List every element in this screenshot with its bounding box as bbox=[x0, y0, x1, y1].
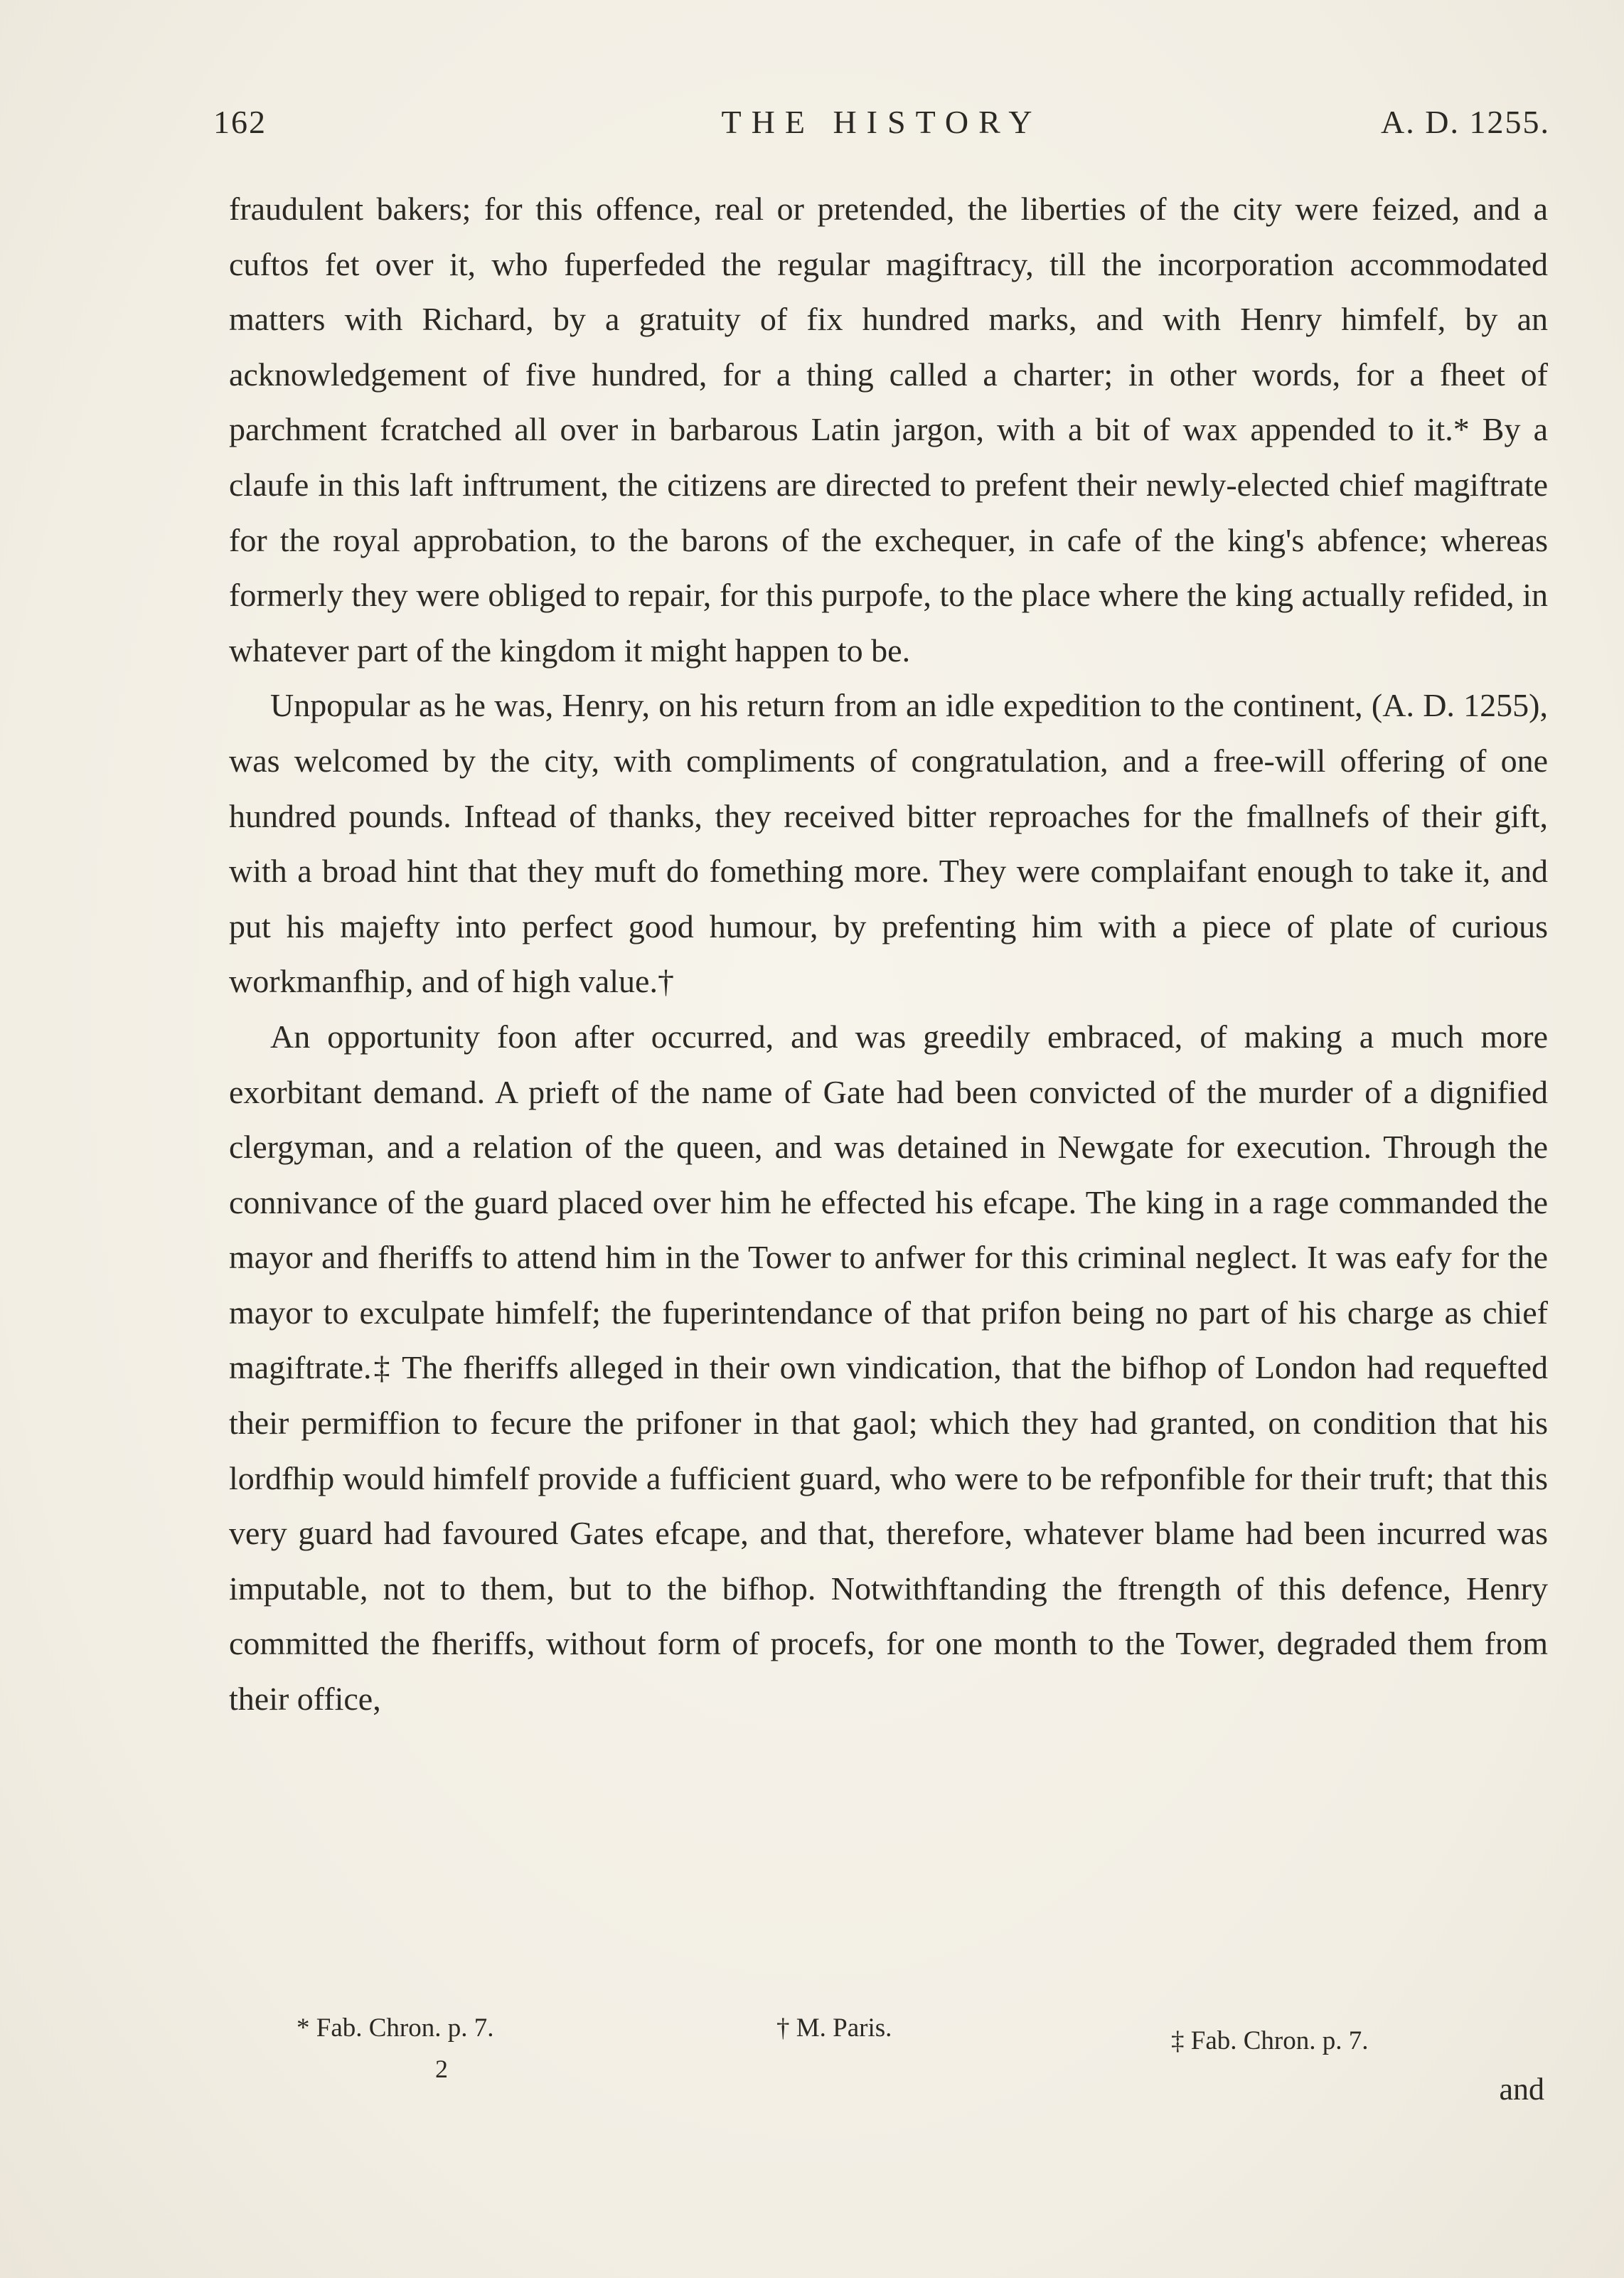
signature-mark: 2 bbox=[435, 2055, 448, 2083]
paragraph-3: An opportunity foon after occurred, and was greedily embraced, of making a much more exorbitant demand. A prieft of the name of Gate had been convicted of the murder of a dignified clergyman, and a relation of the queen, and was detained in Newgate for execution. Through the connivance of the guard placed over him he effected his efcape. The king in a rage commanded the mayor and fheriffs to attend him in the Tower to anfwer for this criminal neglect. It was eafy for the mayor to exculpate himfelf; the fuperintendance of that prifon being no part of his charge as chief magiftrate.‡ The fheriffs alleged in their own vindication, that the bifhop of London had requefted their permiffion to fecure the prifoner in that gaol; which they had granted, on condition that his lordfhip would himfelf provide a fufficient guard, who were to be refponfible for their truft; that this very guard had favoured Gates efcape, and that, therefore, whatever blame had been incurred was imputable, not to them, but to the bifhop. Notwithftanding the ftrength of this defence, Henry committed the fheriffs, without form of procefs, for one month to the Tower, degraded them from their office, bbox=[229, 1018, 1548, 1718]
footnote-3: ‡ Fab. Chron. p. 7. bbox=[1171, 2026, 1369, 2055]
running-header bbox=[213, 103, 1550, 160]
paragraph-1: fraudulent bakers; for this offence, real or pretended, the liberties of the city were feized, and a cuftos fet over it, who fuperfeded the regular magiftracy, till the incorporation accommodated matters with Richard, by a gratuity of fix hundred marks, and with Henry himfelf, by an acknowledgement of five hundred, for a thing called a charter; in other words, for a fheet of parchment fcratched all over in barbarous Latin jargon, with a bit of wax appended to it.* By a claufe in this laft inftrument, the citizens are directed to prefent their newly-elected chief magiftrate for the royal approbation, to the barons of the exchequer, in cafe of the king's abfence; whereas formerly they were obliged to repair, for this purpofe, to the place where the king actually refided, in whatever part of the kingdom it might happen to be. bbox=[229, 191, 1548, 669]
catchword: and bbox=[1499, 2072, 1544, 2107]
body-text bbox=[229, 181, 1548, 1727]
paragraph-2: Unpopular as he was, Henry, on his return from an idle expedition to the continent, (A. D. 1255), was welcomed by the city, with compliments of congratulation, and a free-will offering of one hundred pounds. Inftead of thanks, they received bitter reproaches for the fmallnefs of their gift, with a broad hint that they muft do fomething more. They were complaifant enough to take it, and put his majefty into perfect good humour, by prefenting him with a piece of plate of curious workmanfhip, and of high value.† bbox=[229, 687, 1548, 1000]
page-number: 162 bbox=[213, 104, 267, 140]
footnote-2: † M. Paris. bbox=[776, 2013, 892, 2043]
footnote-1: * Fab. Chron. p. 7. bbox=[297, 2013, 494, 2043]
running-title: THE HISTORY bbox=[721, 104, 1042, 140]
header-date: A. D. 1255. bbox=[1381, 104, 1550, 140]
footnotes bbox=[229, 2013, 1548, 2070]
